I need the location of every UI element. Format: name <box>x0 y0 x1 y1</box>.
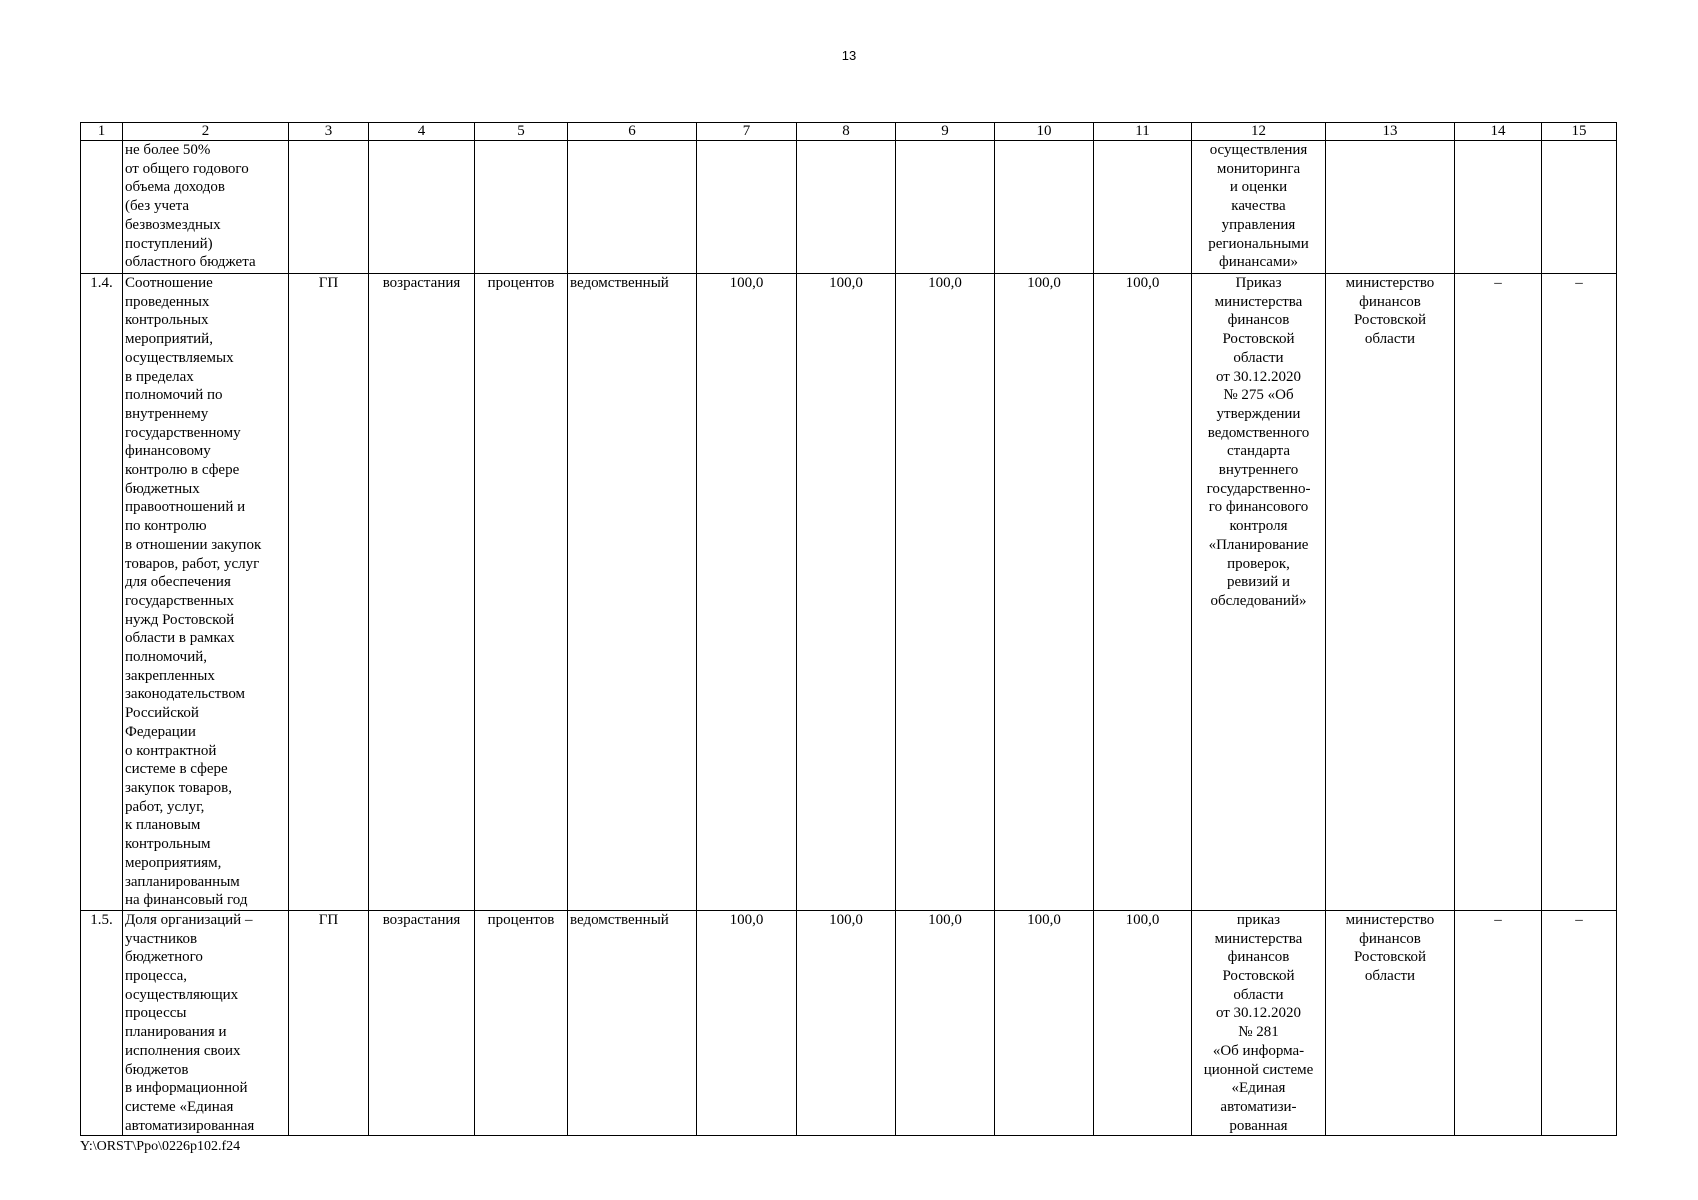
table-row <box>81 274 1617 911</box>
cell-unit: процентов <box>475 910 568 1135</box>
column-number-header: 12 <box>1192 123 1326 141</box>
cell-item-number <box>81 141 123 274</box>
table-row <box>81 910 1617 1135</box>
cell-indicator-type <box>289 141 369 274</box>
cell-value <box>797 141 896 274</box>
cell-value <box>697 141 797 274</box>
column-number-header: 3 <box>289 123 369 141</box>
file-path-footer: Y:\ORST\Ppo\0226p102.f24 <box>80 1139 241 1154</box>
cell-document: Приказ министерства финансов Ростовской области от 30.12.2020 № 275 «Об утверждении ведомственного стандарта внутреннего государственно- го финансового контроля «Планирование проверок, ревизий и обследований» <box>1192 274 1326 911</box>
cell-trend <box>369 141 475 274</box>
cell-responsible: министерство финансов Ростовской области <box>1326 274 1455 911</box>
cell-value: 100,0 <box>896 910 995 1135</box>
cell-value: 100,0 <box>995 910 1094 1135</box>
table-row <box>81 141 1617 274</box>
column-number-header: 8 <box>797 123 896 141</box>
cell-value: 100,0 <box>1094 274 1192 911</box>
cell-unit <box>475 141 568 274</box>
cell-document: осуществления мониторинга и оценки качества управления региональными финансами» <box>1192 141 1326 274</box>
column-number-header: 10 <box>995 123 1094 141</box>
cell-indicator-name: не более 50% от общего годового объема доходов (без учета безвозмездных поступлений) областного бюджета <box>123 141 289 274</box>
column-number-header: 13 <box>1326 123 1455 141</box>
indicators-table <box>80 122 1617 1136</box>
cell-indicator-name: Доля организаций – участников бюджетного процесса, осуществляющих процессы планирования и исполнения своих бюджетов в информационной системе «Единая автоматизированная <box>123 910 289 1135</box>
cell-link: – <box>1455 910 1542 1135</box>
column-number-header: 4 <box>369 123 475 141</box>
cell-value: 100,0 <box>697 910 797 1135</box>
column-number-header: 14 <box>1455 123 1542 141</box>
cell-value <box>995 141 1094 274</box>
column-number-header: 2 <box>123 123 289 141</box>
cell-responsible: министерство финансов Ростовской области <box>1326 910 1455 1135</box>
cell-indicator-kind: ведомственный <box>568 910 697 1135</box>
cell-indicator-type: ГП <box>289 910 369 1135</box>
cell-indicator-name: Соотношение проведенных контрольных мероприятий, осуществляемых в пределах полномочий по внутреннему государственному финансовому контролю в сфере бюджетных правоотношений и по контролю в отношении закупок товаров, работ, услуг для обеспечения государственных нужд Ростовской области в рамках полномочий, закрепленных законодательством Российской Федерации о контрактной системе в сфере закупок товаров, работ, услуг, к плановым контрольным мероприятиям, запланированным на финансовый год <box>123 274 289 911</box>
cell-indicator-type: ГП <box>289 274 369 911</box>
cell-responsible <box>1326 141 1455 274</box>
cell-value: 100,0 <box>697 274 797 911</box>
column-number-header: 7 <box>697 123 797 141</box>
cell-value <box>1094 141 1192 274</box>
cell-item-number: 1.4. <box>81 274 123 911</box>
cell-value: 100,0 <box>896 274 995 911</box>
cell-unit: процентов <box>475 274 568 911</box>
cell-item-number: 1.5. <box>81 910 123 1135</box>
column-number-header: 15 <box>1542 123 1617 141</box>
cell-value: 100,0 <box>1094 910 1192 1135</box>
column-number-header: 6 <box>568 123 697 141</box>
cell-value: 100,0 <box>797 910 896 1135</box>
cell-indicator-kind: ведомственный <box>568 274 697 911</box>
cell-information-system <box>1542 141 1617 274</box>
column-number-row <box>81 123 1617 141</box>
cell-indicator-kind <box>568 141 697 274</box>
cell-trend: возрастания <box>369 910 475 1135</box>
cell-value: 100,0 <box>995 274 1094 911</box>
column-number-header: 9 <box>896 123 995 141</box>
cell-information-system: – <box>1542 274 1617 911</box>
cell-link: – <box>1455 274 1542 911</box>
column-number-header: 5 <box>475 123 568 141</box>
cell-document: приказ министерства финансов Ростовской области от 30.12.2020 № 281 «Об информа- ционной системе «Единая автоматизи- рованная <box>1192 910 1326 1135</box>
cell-link <box>1455 141 1542 274</box>
cell-trend: возрастания <box>369 274 475 911</box>
column-number-header: 1 <box>81 123 123 141</box>
page-number: 13 <box>841 48 857 63</box>
cell-value: 100,0 <box>797 274 896 911</box>
column-number-header: 11 <box>1094 123 1192 141</box>
cell-information-system: – <box>1542 910 1617 1135</box>
cell-value <box>896 141 995 274</box>
